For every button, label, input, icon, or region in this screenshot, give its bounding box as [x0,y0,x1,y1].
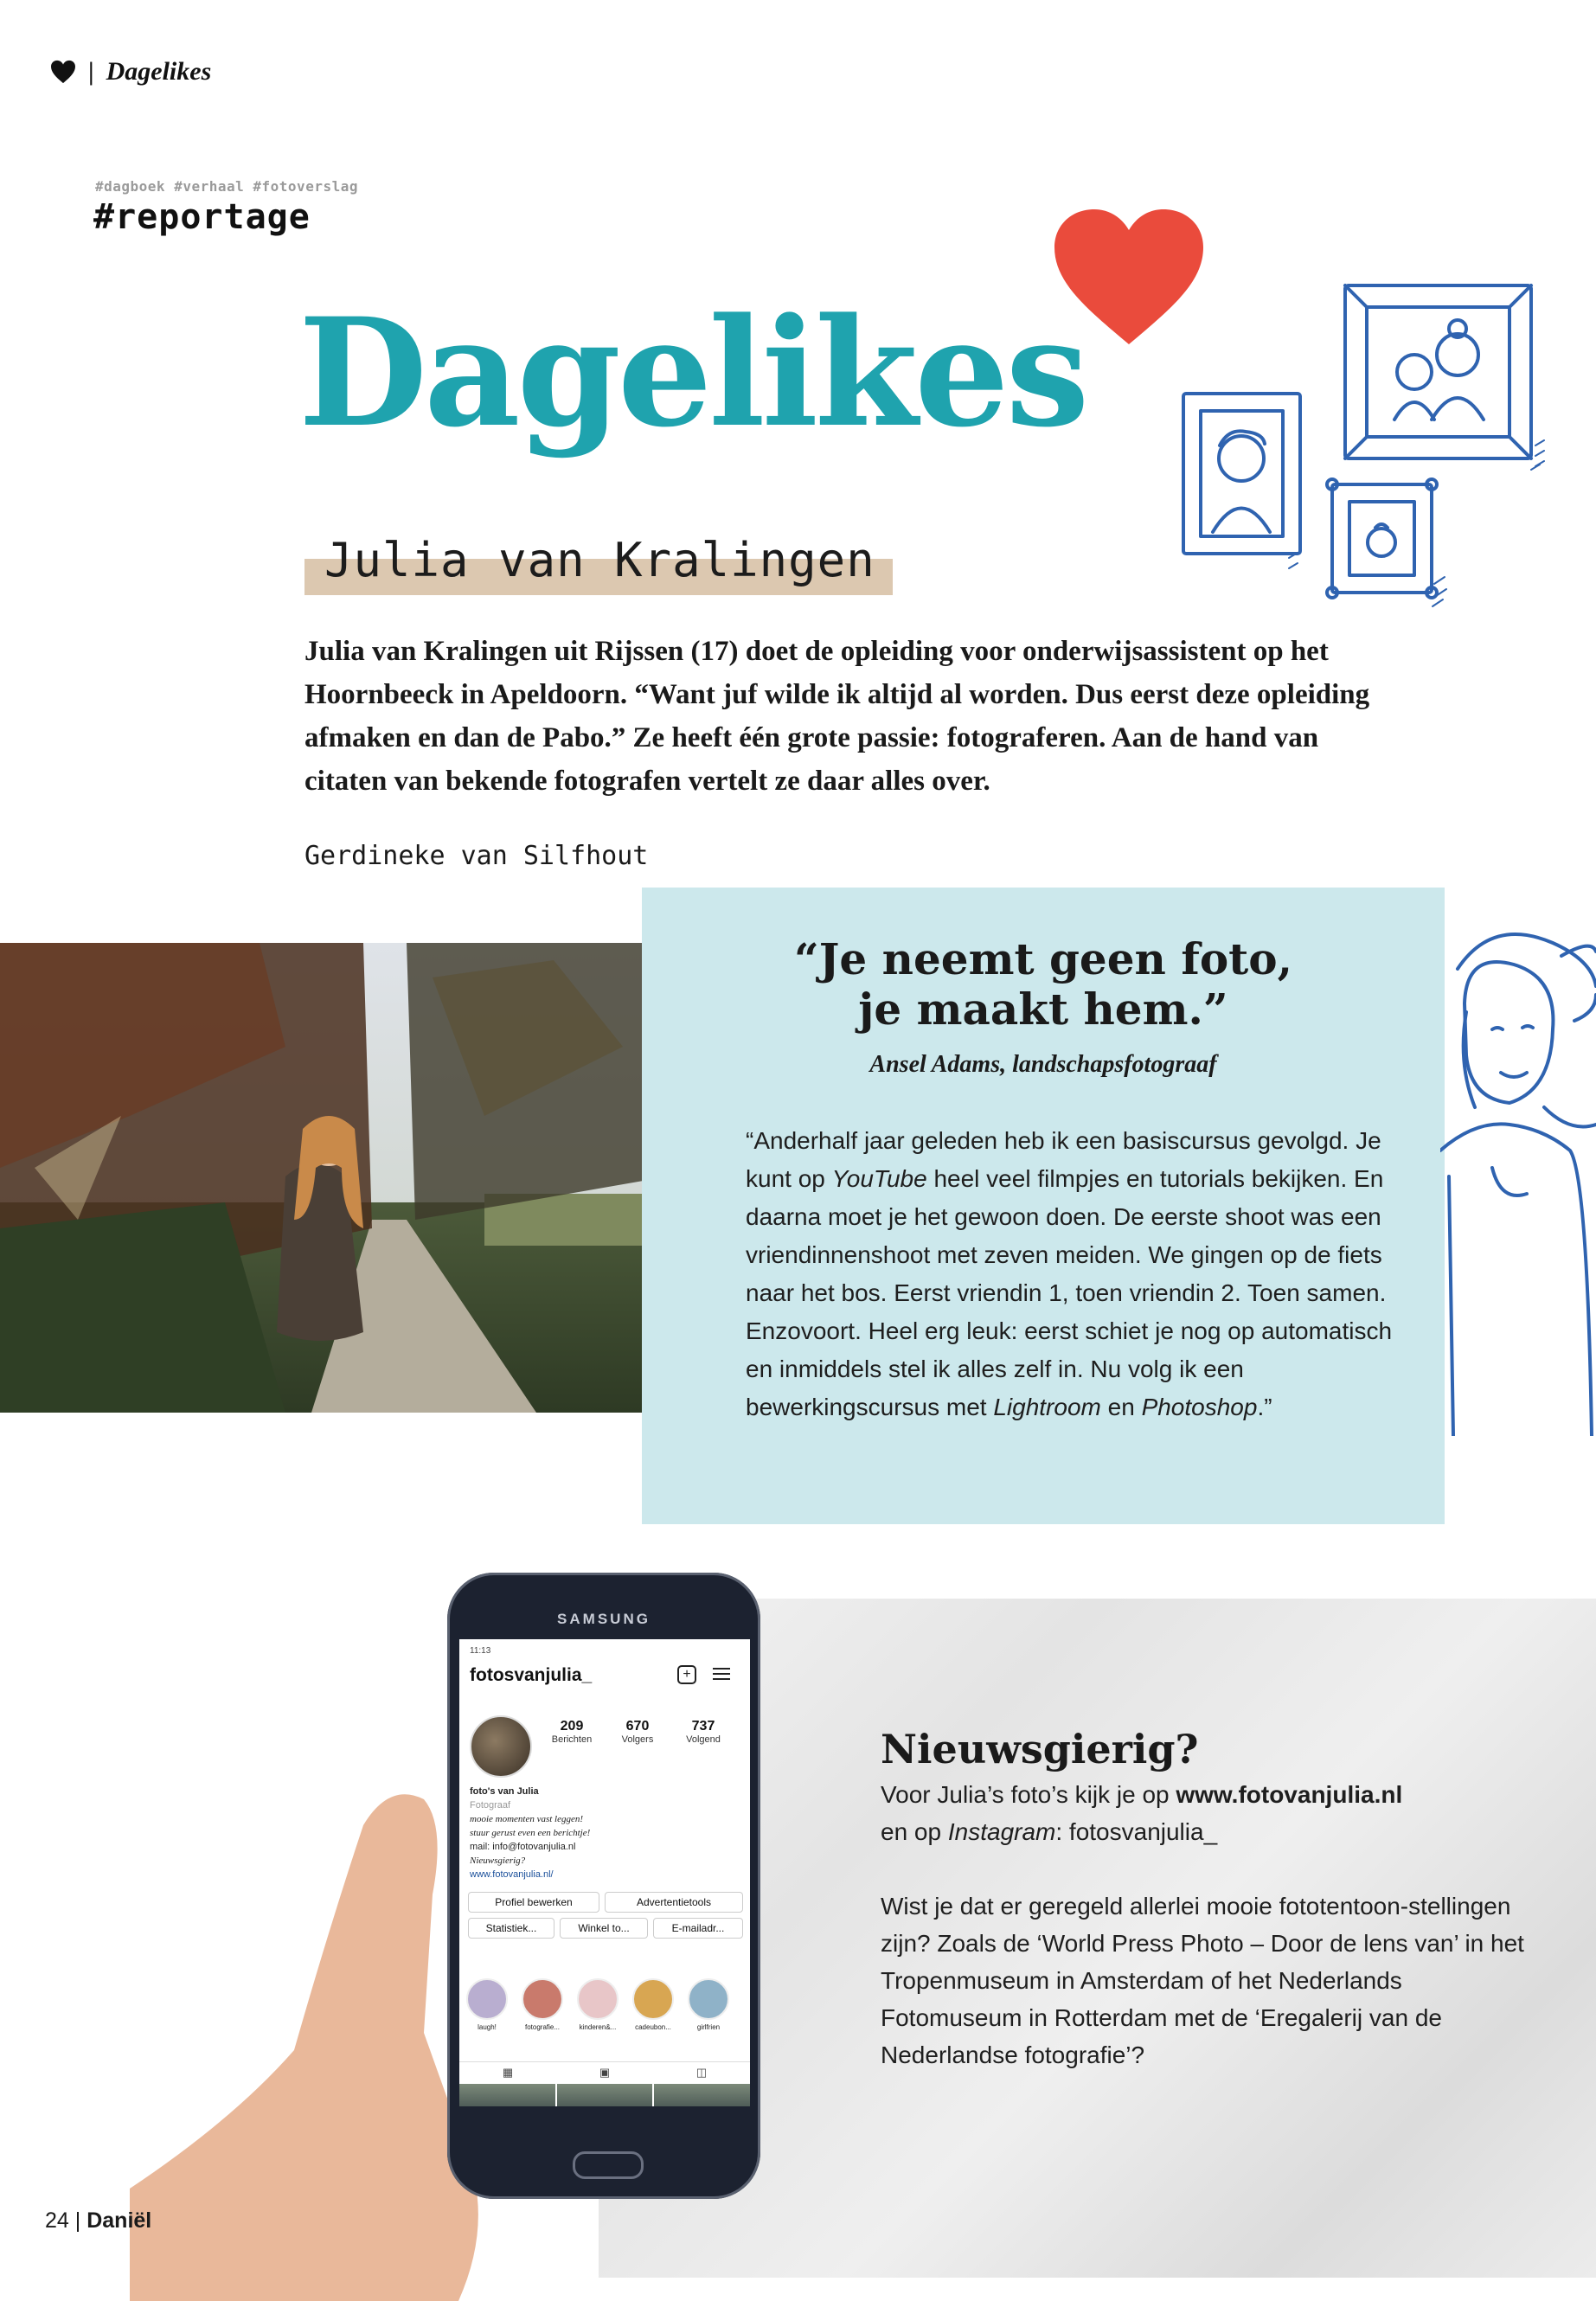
phone-brand: SAMSUNG [557,1611,651,1627]
nieuwsgierig-heading: Nieuwsgierig? [881,1726,1199,1772]
museum-paragraph: Wist je dat er geregeld allerlei mooie fototentoon-stellingen zijn? Zoals de ‘World Press Photo – Door de lens van’ in het Tropenmuseum in Amsterdam of het Nederlands Fotomuseum in Rotterdam met de ‘Eregalerij van de Nederlandse fotografie’? [881,1893,1524,2068]
stat-label: Volgers [621,1734,654,1745]
stat-number: 670 [625,1719,650,1734]
story-highlight[interactable] [466,1978,508,2031]
author-name: Julia van Kralingen [324,533,875,587]
status-time: 11:13 [470,1646,491,1656]
bio-link[interactable]: www.fotovanjulia.nl/ [470,1869,554,1880]
nieuwsgierig-text [881,1776,1538,2111]
email-button[interactable]: E-mailadr... [653,1918,743,1939]
story-highlight[interactable] [577,1978,619,2031]
stat-posts[interactable] [546,1719,598,1745]
edit-profile-button[interactable]: Profiel bewerken [468,1892,599,1913]
phone-home-button [573,2151,644,2179]
running-header [50,57,211,87]
heart-icon [50,60,76,84]
body-text: “Anderhalf jaar geleden heb ik een basiscursus gevolgd. Je kunt op [746,1127,1381,1192]
story-highlight[interactable] [632,1978,674,2031]
body-text: : fotosvanjulia_ [1055,1818,1218,1845]
article-intro: Julia van Kralingen uit Rijssen (17) doet de opleiding voor onderwijsassistent op het Hoornbeeck in Apeldoorn. “Want juf wilde ik altijd al worden. Dus eerst deze opleiding afmaken en dan de Pabo.” Ze heeft één grote passie: fotograferen. Aan de hand van citaten van bekende fotografen vertelt ze daar alles over. [304,636,1370,797]
grid-photo[interactable] [654,2084,750,2106]
instagram-profile-screen [459,1639,750,2106]
avatar[interactable] [470,1715,532,1778]
article-tags: #dagboek #verhaal #fotoverslag [95,178,358,195]
tagged-icon[interactable]: ◫ [695,2066,708,2079]
highlight-label: kinderen&... [579,2023,617,2031]
bio-line: foto's van Julia [470,1786,539,1797]
section-label: #reportage [93,197,311,237]
footer-separator: | [74,2208,87,2233]
instagram-username: fotosvanjulia_ [470,1665,593,1685]
picture-frames-doodle [1168,272,1548,619]
insights-button[interactable]: Statistiek... [468,1918,554,1939]
stat-followers[interactable] [612,1719,663,1745]
body-text: en op [881,1818,948,1845]
highlight-label: laugh! [478,2023,497,2031]
header-separator: | [88,57,94,86]
grid-icon[interactable]: ▦ [502,2066,514,2079]
ad-tools-button[interactable]: Advertentietools [605,1892,743,1913]
running-title: Dagelikes [106,57,212,86]
grid-photo[interactable] [557,2084,653,2106]
pull-quote [642,934,1445,1035]
story-highlight[interactable] [688,1978,729,2031]
menu-icon[interactable] [713,1665,730,1683]
body-text: Voor Julia’s foto’s kijk je op [881,1781,1176,1808]
bio-line: Fotograaf [470,1800,511,1811]
page-number: 24 [45,2208,69,2233]
body-text-italic: Lightroom [993,1394,1101,1420]
highlight-cover [577,1978,619,2020]
bio-line: mail: info@fotovanjulia.nl [470,1842,576,1852]
highlight-cover [466,1978,508,2020]
pull-quote-line: “Je neemt geen foto, [793,933,1293,984]
bio-line: stuur gerust even een berichtje! [470,1828,591,1838]
portrait-photo [0,943,718,1413]
body-text: en [1100,1394,1142,1420]
pull-quote-line: je maakt hem.” [858,984,1228,1035]
page-footer [45,2208,151,2234]
website-link[interactable]: www.fotovanjulia.nl [1176,1781,1403,1808]
article-title: Dagelikes [298,285,1086,460]
body-text: heel veel filmpjes en tutorials bekijken. En daarna moet je het gewoon doen. De eerste shoot was een vriendinnenshoot met zeven meiden. We gingen op de fiets naar het bos. Eerst vriendin 1, toen vriendin 2. Toen samen. Enzovoort. Heel erg leuk: eerst schiet je nog op automatisch en inmiddels stel ik alles zelf in. Nu volg ik een bewerkingscursus met [746,1165,1393,1420]
bio-line: mooie momenten vast leggen! [470,1814,584,1824]
add-post-icon[interactable]: + [677,1665,696,1684]
profile-tabs [459,2061,750,2083]
magazine-name: Daniël [87,2208,152,2233]
quote-body-text [746,1122,1403,1426]
stat-number: 209 [560,1719,584,1734]
highlight-cover [632,1978,674,2020]
highlight-label: cadeubon... [635,2023,671,2031]
byline: Gerdineke van Silfhout [304,841,649,871]
photo-grid [459,2084,750,2106]
highlight-cover [522,1978,563,2020]
stat-label: Volgend [686,1734,721,1745]
people-doodle [1440,917,1596,1436]
stat-label: Berichten [551,1734,593,1745]
profile-bio [470,1785,738,1881]
quote-source: Ansel Adams, landschapsfotograaf [869,1051,1217,1078]
highlight-label: fotografie... [524,2023,561,2031]
highlight-cover [688,1978,729,2020]
grid-photo[interactable] [459,2084,555,2106]
body-text-italic: YouTube [831,1165,927,1192]
shop-button[interactable]: Winkel to... [560,1918,648,1939]
body-text-italic: Photoshop [1141,1394,1258,1420]
reels-icon[interactable]: ▣ [599,2066,611,2079]
body-text-italic: Instagram [947,1818,1056,1845]
story-highlight[interactable] [522,1978,563,2031]
stat-number: 737 [691,1719,715,1734]
bio-line: Nieuwsgierig? [470,1856,526,1866]
stat-following[interactable] [677,1719,729,1745]
body-text: .” [1257,1394,1272,1420]
highlight-label: girlfrien [696,2023,721,2031]
